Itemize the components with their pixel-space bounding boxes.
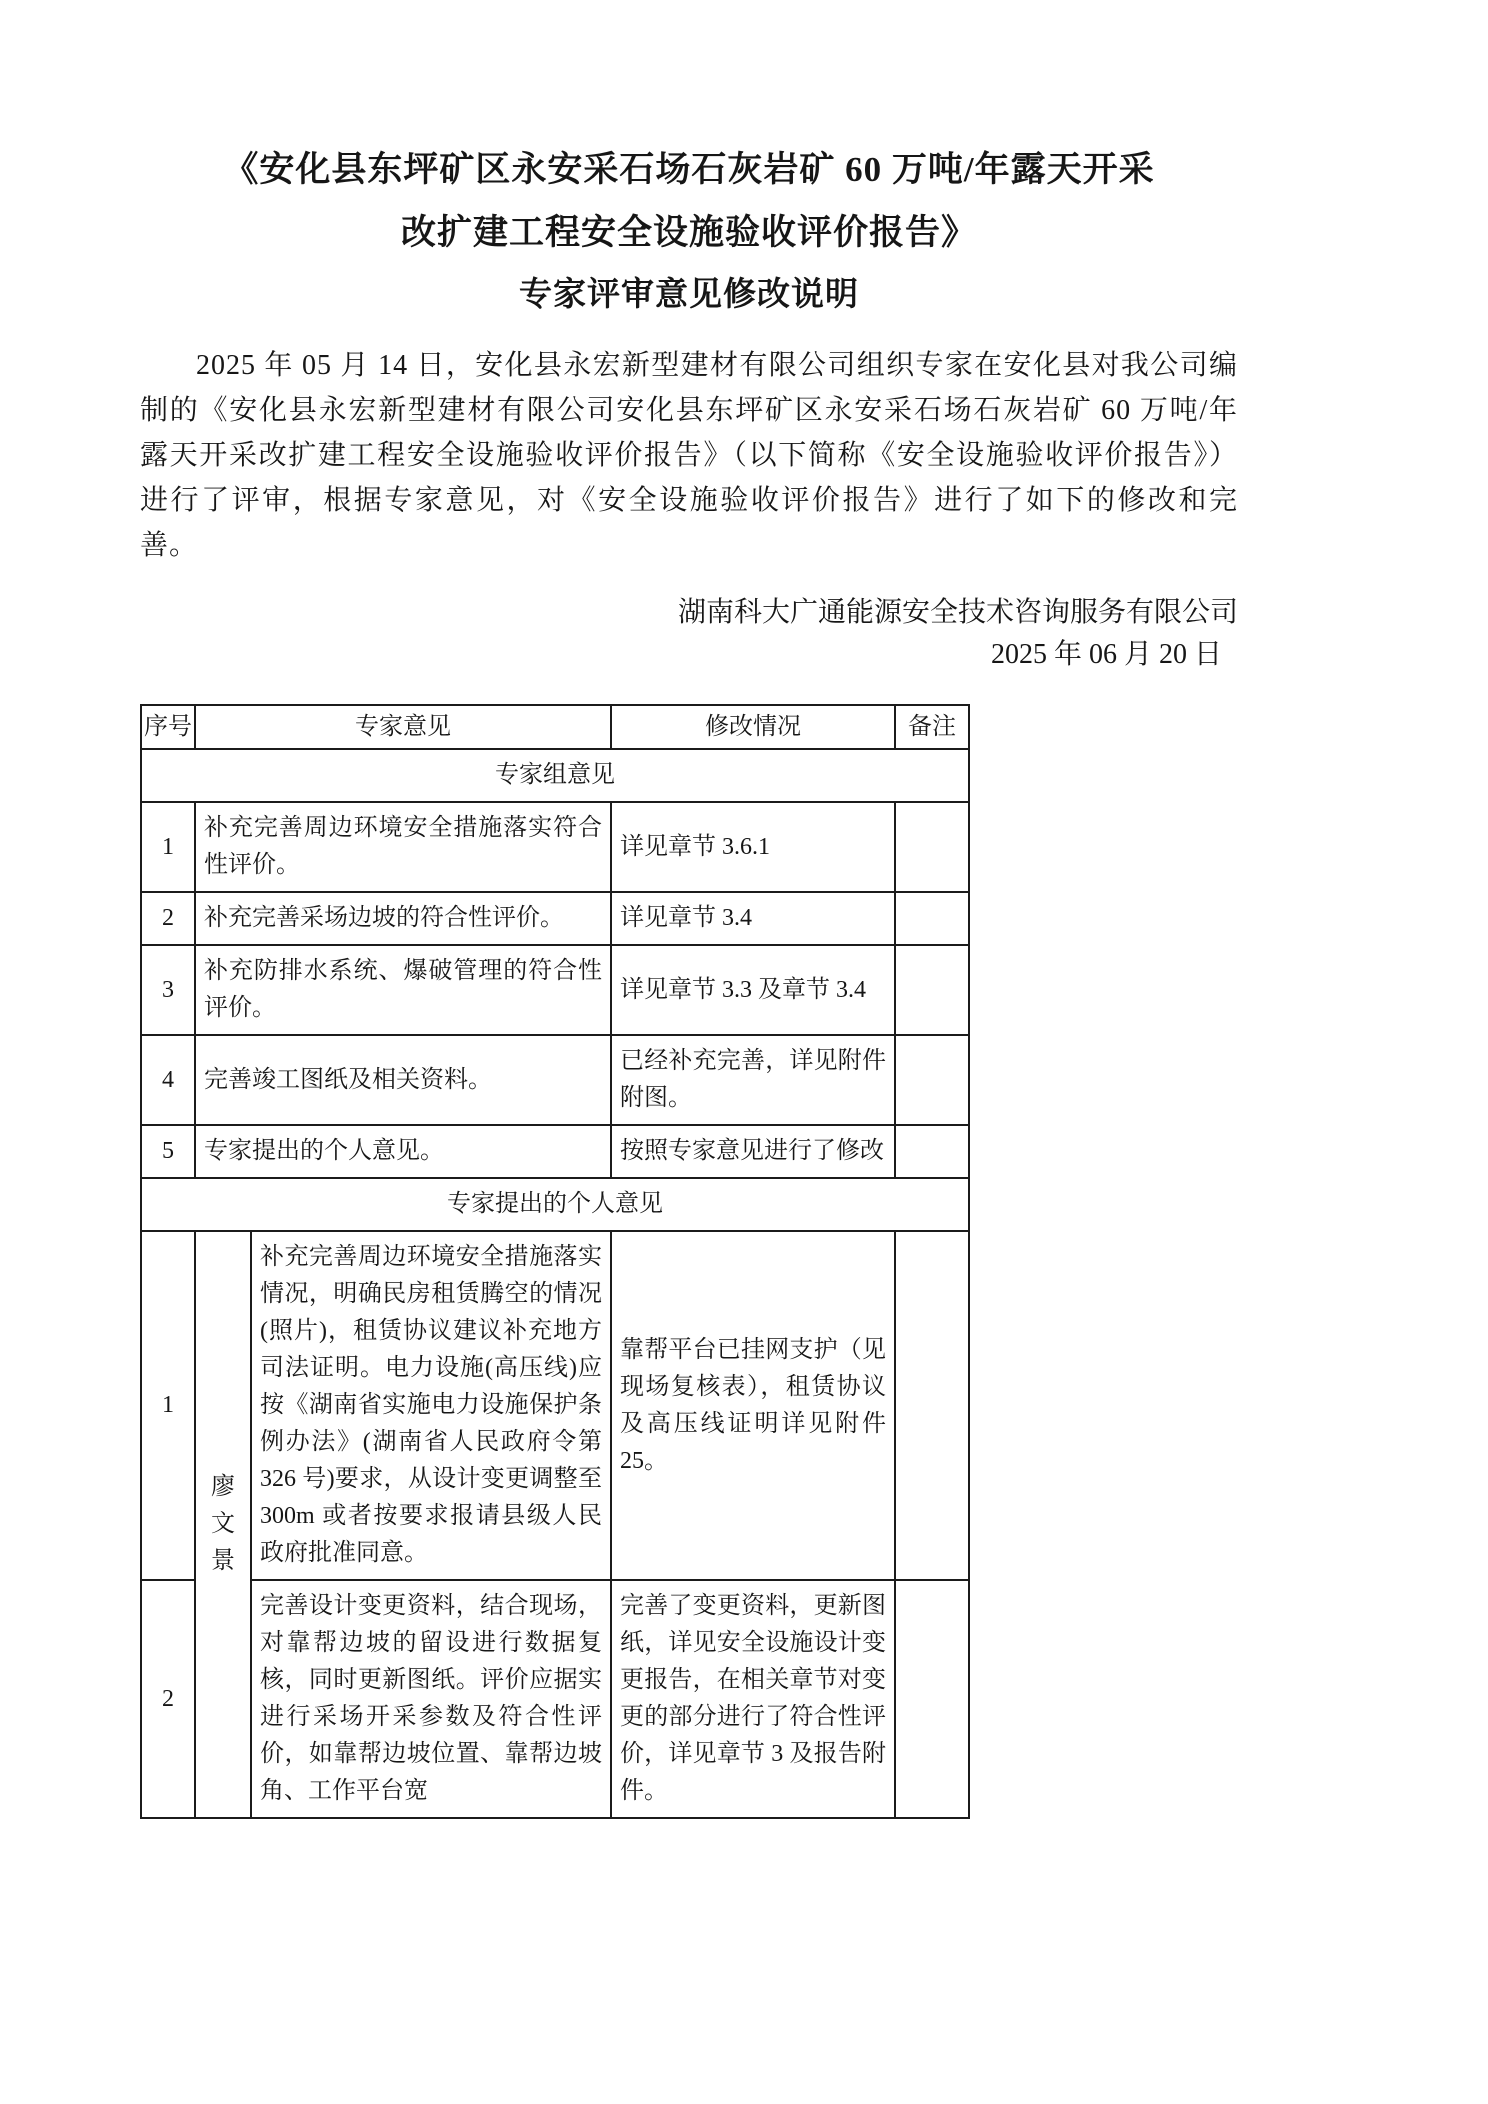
cell-opinion: 专家提出的个人意见。	[195, 1125, 611, 1178]
cell-no: 2	[141, 1580, 195, 1818]
cell-modification: 详见章节 3.6.1	[611, 802, 895, 892]
cell-opinion: 补充完善周边环境安全措施落实情况，明确民房租赁腾空的情况(照片)，租赁协议建议补充地方司法证明。电力设施(高压线)应按《湖南省实施电力设施保护条例办法》(湖南省人民政府令第 326 号)要求，从设计变更调整至 300m 或者按要求报请县级人民政府批准同意。	[251, 1231, 611, 1580]
cell-opinion: 补充完善采场边坡的符合性评价。	[195, 892, 611, 945]
cell-opinion: 完善竣工图纸及相关资料。	[195, 1035, 611, 1125]
cell-modification: 靠帮平台已挂网支护（见现场复核表），租赁协议及高压线证明详见附件 25。	[611, 1231, 895, 1580]
cell-no: 3	[141, 945, 195, 1035]
cell-modification: 按照专家意见进行了修改	[611, 1125, 895, 1178]
signature-date: 2025 年 06 月 20 日	[990, 639, 1222, 670]
cell-opinion: 补充完善周边环境安全措施落实符合性评价。	[195, 802, 611, 892]
cell-note	[895, 892, 969, 945]
cell-opinion: 补充防排水系统、爆破管理的符合性评价。	[195, 945, 611, 1035]
doc-subtitle: 专家评审意见修改说明	[519, 277, 859, 313]
section-title-personal: 专家提出的个人意见	[141, 1178, 969, 1231]
header-opinion: 专家意见	[195, 705, 611, 749]
cell-note	[895, 1580, 969, 1818]
cell-no: 4	[141, 1035, 195, 1125]
section-row-personal-opinion	[141, 1178, 969, 1231]
cell-note	[895, 1035, 969, 1125]
cell-no: 1	[141, 1231, 195, 1580]
signature-company: 湖南科大广通能源安全技术咨询服务有限公司	[677, 597, 1238, 628]
cell-opinion: 完善设计变更资料，结合现场，对靠帮边坡的留设进行数据复核，同时更新图纸。评价应据实进行采场开采参数及符合性评价，如靠帮边坡位置、靠帮边坡角、工作平台宽	[251, 1580, 611, 1818]
cell-modification: 详见章节 3.3 及章节 3.4	[611, 945, 895, 1035]
table-row-personal	[141, 1231, 969, 1580]
doc-title	[140, 138, 1238, 327]
intro-paragraph: 2025 年 05 月 14 日，安化县永宏新型建材有限公司组织专家在安化县对我公司编制的《安化县永宏新型建材有限公司安化县东坪矿区永安采石场石灰岩矿 60 万吨/年露天开采改扩建工程安全设施验收评价报告》（以下简称《安全设施验收评价报告》）进行了评审，根据专家意见，对《安全设施验收评价报告》进行了如下的修改和完善。	[140, 350, 1238, 561]
section-title-group: 专家组意见	[141, 749, 969, 802]
cell-modification: 完善了变更资料，更新图纸，详见安全设施设计变更报告，在相关章节对变更的部分进行了符合性评价，详见章节 3 及报告附件。	[611, 1580, 895, 1818]
table-row	[141, 1125, 969, 1178]
section-row-group-opinion	[141, 749, 969, 802]
doc-title-line-2: 改扩建工程安全设施验收评价报告》	[400, 213, 977, 252]
review-table	[140, 704, 970, 1819]
signature-block	[140, 592, 1238, 676]
doc-title-line-1: 《安化县东坪矿区永安采石场石灰岩矿 60 万吨/年露天开采	[223, 150, 1155, 189]
table-row	[141, 892, 969, 945]
cell-note	[895, 1125, 969, 1178]
header-modification: 修改情况	[611, 705, 895, 749]
table-header-row	[141, 705, 969, 749]
expert-name-cell: 廖文景	[195, 1231, 251, 1818]
table-row-personal	[141, 1580, 969, 1818]
table-row	[141, 945, 969, 1035]
cell-no: 5	[141, 1125, 195, 1178]
cell-no: 1	[141, 802, 195, 892]
header-note: 备注	[895, 705, 969, 749]
table-row	[141, 1035, 969, 1125]
cell-note	[895, 802, 969, 892]
cell-note	[895, 945, 969, 1035]
header-no: 序号	[141, 705, 195, 749]
cell-modification: 已经补充完善，详见附件附图。	[611, 1035, 895, 1125]
cell-no: 2	[141, 892, 195, 945]
cell-note	[895, 1231, 969, 1580]
cell-modification: 详见章节 3.4	[611, 892, 895, 945]
table-row	[141, 802, 969, 892]
